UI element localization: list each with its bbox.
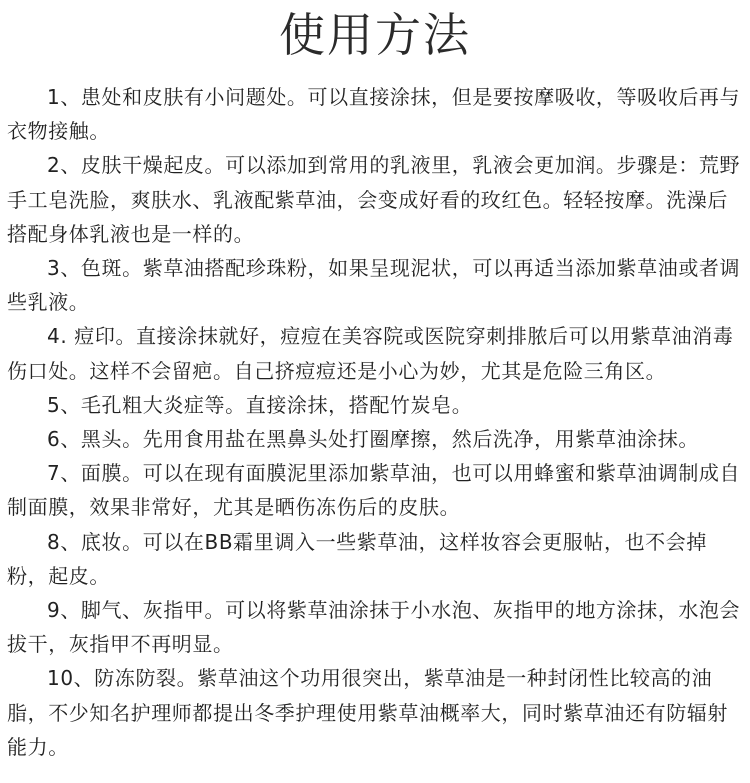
usage-item-8: 8、底妆。可以在BB霜里调入一些紫草油，这样妆容会更服帖，也不会掉粉，起皮。	[7, 529, 707, 588]
usage-item-4: 4. 痘印。直接涂抹就好，痘痘在美容院或医院穿刺排脓后可以用紫草油消毒伤口处。这样不会留疤。自己挤痘痘还是小心为妙，尤其是危险三角区。	[7, 324, 734, 383]
usage-item-3: 3、色斑。紫草油搭配珍珠粉，如果呈现泥状，可以再适当添加紫草油或者调些乳液。	[7, 256, 741, 315]
usage-item-10: 10、防冻防裂。紫草油这个功用很突出，紫草油是一种封闭性比较高的油脂，不少知名护理师都提出冬季护理使用紫草油概率大，同时紫草油还有防辐射能力。	[7, 666, 728, 759]
usage-item-7: 7、面膜。可以在现有面膜泥里添加紫草油，也可以用蜂蜜和紫草油调制成自制面膜，效果非常好，尤其是晒伤冻伤后的皮肤。	[7, 461, 741, 520]
usage-item-1: 1、患处和皮肤有小问题处。可以直接涂抹，但是要按摩吸收，等吸收后再与衣物接触。	[7, 85, 741, 144]
usage-item-5: 5、毛孔粗大炎症等。直接涂抹，搭配竹炭皂。	[47, 392, 473, 417]
page-title: 使用方法	[279, 8, 471, 62]
usage-item-2: 2、皮肤干燥起皮。可以添加到常用的乳液里，乳液会更加润。步骤是：荒野手工皂洗脸，爽肤水、乳液配紫草油，会变成好看的玫红色。轻轻按摩。洗澡后搭配身体乳液也是一样的。	[7, 153, 741, 246]
usage-list	[7, 80, 745, 764]
usage-item-9: 9、脚气、灰指甲。可以将紫草油涂抹于小水泡、灰指甲的地方涂抹，水泡会拔干，灰指甲不再明显。	[7, 598, 741, 657]
usage-item-6: 6、黑头。先用食用盐在黑鼻头处打圈摩擦，然后洗净，用紫草油涂抹。	[47, 427, 699, 452]
